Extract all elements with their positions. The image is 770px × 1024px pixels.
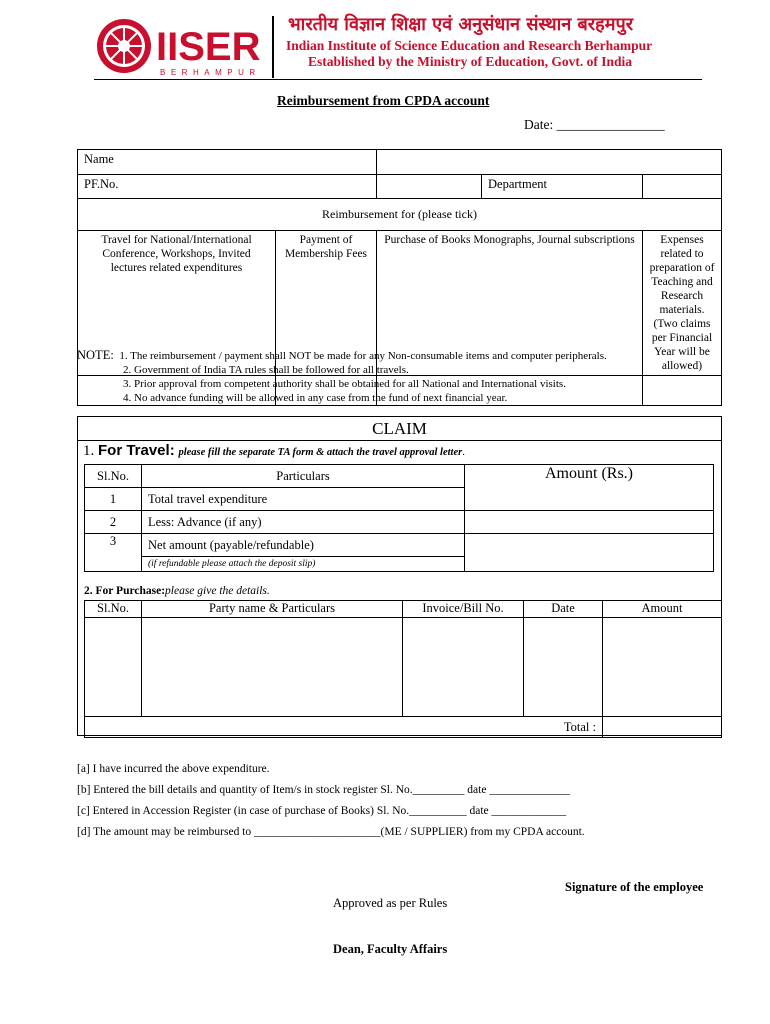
- total-label: Total :: [85, 717, 603, 738]
- claim-divider: [77, 440, 722, 441]
- purchase-heading: [84, 585, 270, 597]
- logo-text: IISER: [156, 25, 261, 69]
- note-item: 3. Prior approval from competent authority shall be obtained for all National and International visits.: [123, 378, 566, 390]
- purchase-party-field[interactable]: [142, 618, 403, 717]
- name-label: Name: [78, 150, 377, 175]
- table-row-particulars: Total travel expenditure: [142, 488, 465, 511]
- note-item: 1. The reimbursement / payment shall NOT be made for any Non-consumable items and computer peripherals.: [119, 350, 607, 362]
- purchase-sl-field[interactable]: [85, 618, 142, 717]
- declaration-b: [b] Entered the bill details and quantity of Item/s in stock register Sl. No._________ date ______________: [77, 784, 570, 796]
- option-membership: Payment of Membership Fees: [276, 231, 377, 376]
- option-books: Purchase of Books Monographs, Journal subscriptions: [377, 231, 643, 376]
- purchase-instruction: please give the details.: [165, 585, 270, 597]
- claim-title: CLAIM: [372, 419, 427, 438]
- total-field[interactable]: [603, 717, 722, 738]
- table-row-particulars: Net amount (payable/refundable): [142, 534, 465, 557]
- travel-table: [84, 464, 714, 572]
- form-title: Reimbursement from CPDA account: [277, 93, 490, 108]
- table-row-sl: 3: [85, 534, 142, 572]
- logo-subtext: BERHAMPUR: [160, 68, 261, 77]
- note-label: NOTE:: [77, 348, 114, 362]
- approved-label: Approved as per Rules: [333, 896, 448, 910]
- col-date: Date: [524, 601, 603, 618]
- name-field[interactable]: [377, 150, 722, 175]
- amount-field[interactable]: [465, 534, 714, 572]
- hindi-title: भारतीय विज्ञान शिक्षा एवं अनुसंधान संस्थान बरहमपुर: [288, 14, 634, 35]
- option-teaching: Expenses related to preparation of Teaching and Research materials. (Two claims per Financial Year will be allowed): [643, 231, 722, 376]
- col-sl: Sl.No.: [85, 601, 142, 618]
- notes: [77, 348, 607, 405]
- header-rule: [94, 79, 702, 80]
- iiser-logo: [94, 14, 266, 80]
- refund-note: (if refundable please attach the deposit slip): [142, 557, 465, 572]
- purchase-table: [84, 600, 722, 738]
- col-invoice: Invoice/Bill No.: [403, 601, 524, 618]
- amount-field[interactable]: [465, 511, 714, 534]
- note-item: 2. Government of India TA rules shall be followed for all travels.: [123, 364, 409, 376]
- purchase-date-field[interactable]: [524, 618, 603, 717]
- tick-teaching[interactable]: [643, 376, 722, 406]
- pf-label: PF.No.: [78, 175, 377, 199]
- reimbursement-label: Reimbursement for (please tick): [78, 199, 722, 231]
- col-particulars: Particulars: [142, 465, 465, 488]
- declaration-c: [c] Entered in Accession Register (in case of purchase of Books) Sl. No.__________ date _____________: [77, 805, 567, 817]
- travel-heading: 1. For Travel: please fill the separate TA form & attach the travel approval letter.: [83, 442, 465, 459]
- travel-heading-num: 1.: [83, 443, 95, 459]
- pf-field[interactable]: [377, 175, 482, 199]
- table-row-sl: 1: [85, 488, 142, 511]
- col-party: Party name & Particulars: [142, 601, 403, 618]
- table-row-particulars: Less: Advance (if any): [142, 511, 465, 534]
- department-field[interactable]: [643, 175, 722, 199]
- option-travel: Travel for National/International Conference, Workshops, Invited lectures related expenditures: [78, 231, 276, 376]
- purchase-heading-label: 2. For Purchase:: [84, 585, 166, 597]
- date-field[interactable]: Date: ________________: [524, 117, 665, 132]
- travel-heading-label: For Travel:: [98, 442, 175, 459]
- purchase-invoice-field[interactable]: [403, 618, 524, 717]
- declaration-d: [d] The amount may be reimbursed to ______________________(ME / SUPPLIER) from my CPDA account.: [77, 826, 585, 838]
- note-item: 4. No advance funding will be allowed in any case from the fund of next financial year.: [123, 392, 508, 404]
- purchase-amount-field[interactable]: [603, 618, 722, 717]
- travel-instruction: please fill the separate TA form & attach the travel approval letter: [178, 447, 463, 458]
- department-label: Department: [482, 175, 643, 199]
- declaration-a: [a] I have incurred the above expenditure.: [77, 763, 270, 775]
- institute-name: Indian Institute of Science Education and Research Berhampur: [286, 38, 653, 53]
- chakra-emblem-icon: [97, 19, 151, 73]
- employee-signature: Signature of the employee: [565, 880, 704, 894]
- col-amount: Amount (Rs.): [465, 465, 714, 511]
- dean-signature: Dean, Faculty Affairs: [333, 942, 448, 956]
- table-row-sl: 2: [85, 511, 142, 534]
- header-divider: [272, 16, 274, 78]
- established-line: Established by the Ministry of Education, Govt. of India: [308, 54, 633, 69]
- col-sl: Sl.No.: [85, 465, 142, 488]
- col-amount: Amount: [603, 601, 722, 618]
